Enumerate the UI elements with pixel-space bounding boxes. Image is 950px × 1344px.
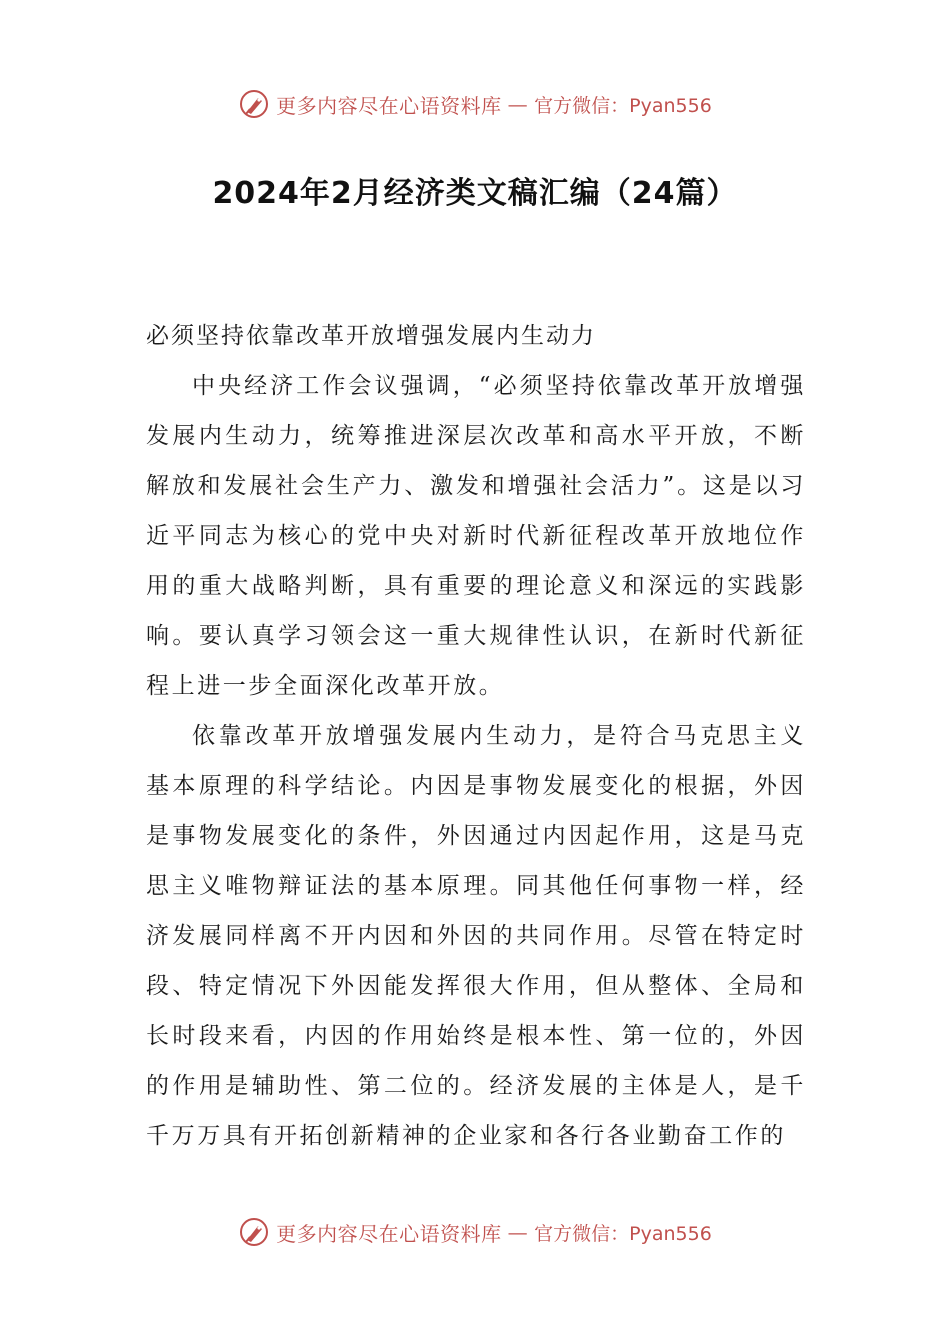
pen-nib-logo-icon — [238, 1216, 270, 1248]
section-heading: 必须坚持依靠改革开放增强发展内生动力 — [146, 323, 596, 349]
paragraph: 中央经济工作会议强调，“必须坚持依靠改革开放增强发展内生动力，统筹推进深层次改革和高水平开放，不断解放和发展社会生产力、激发和增强社会活力”。这是以习近平同志为核心的党中央对新时代新征程改革开放地位作用的重大战略判断，具有重要的理论意义和深远的实践影响。要认真学习领会这一重大规律性认识，在新时代新征程上进一步全面深化改革开放。 — [146, 373, 806, 699]
banner-contact: 官方微信：Pyan556 — [534, 1222, 712, 1245]
document-title: 2024年2月经济类文稿汇编（24篇） — [212, 176, 738, 211]
banner-contact: 官方微信：Pyan556 — [534, 94, 712, 117]
banner-separator: — — [507, 92, 529, 116]
footer-banner — [0, 1212, 950, 1252]
paragraph: 依靠改革开放增强发展内生动力，是符合马克思主义基本原理的科学结论。内因是事物发展变化的根据，外因是事物发展变化的条件，外因通过内因起作用，这是马克思主义唯物辩证法的基本原理。同其他任何事物一样，经济发展同样离不开内因和外因的共同作用。尽管在特定时段、特定情况下外因能发挥很大作用，但从整体、全局和长时段来看，内因的作用始终是根本性、第一位的，外因的作用是辅助性、第二位的。经济发展的主体是人，是千千万万具有开拓创新精神的企业家和各行各业勤奋工作的 — [146, 723, 806, 1149]
banner-separator: — — [507, 1220, 529, 1244]
pen-nib-logo-icon — [238, 88, 270, 120]
banner-text: 更多内容尽在心语资料库 — [276, 93, 502, 118]
document-body — [146, 311, 806, 1161]
header-banner — [0, 84, 950, 124]
banner-text: 更多内容尽在心语资料库 — [276, 1221, 502, 1246]
